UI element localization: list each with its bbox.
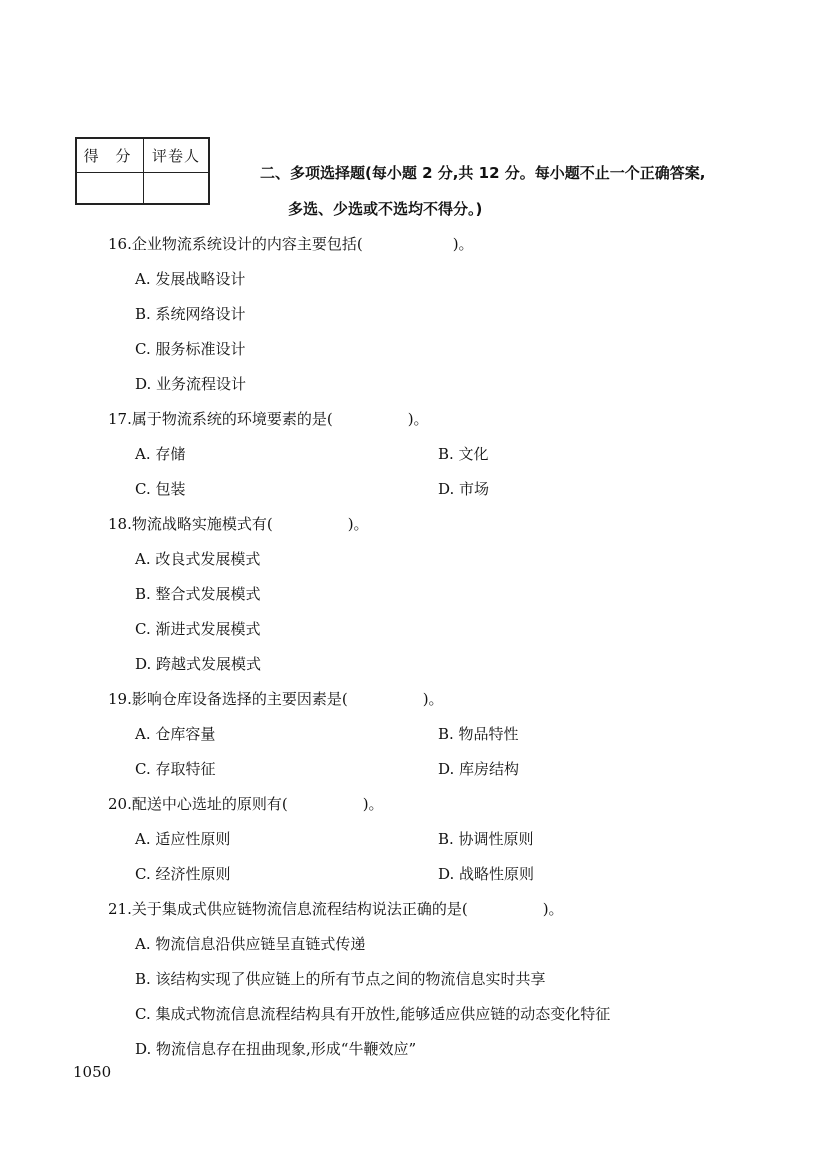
score-cell[interactable] [76, 173, 144, 205]
question-17-option-c[interactable]: C. 包装 [135, 480, 186, 498]
question-20-option-c[interactable]: C. 经济性原则 [135, 865, 231, 883]
question-17-option-a[interactable]: A. 存储 [135, 445, 186, 463]
question-17-option-b[interactable]: B. 文化 [438, 445, 489, 463]
grader-cell[interactable] [144, 173, 210, 205]
question-17-option-d[interactable]: D. 市场 [438, 480, 490, 498]
question-21-option-d[interactable]: D. 物流信息存在扭曲现象,形成“牛鞭效应” [135, 1040, 417, 1058]
question-20-stem: 20.配送中心选址的原则有( )。 [108, 795, 384, 813]
question-16-option-a[interactable]: A. 发展战略设计 [135, 270, 246, 288]
question-21-option-c[interactable]: C. 集成式物流信息流程结构具有开放性,能够适应供应链的动态变化特征 [135, 1005, 611, 1023]
question-20-option-d[interactable]: D. 战略性原则 [438, 865, 535, 883]
score-label: 得 分 [76, 138, 144, 173]
question-16-option-c[interactable]: C. 服务标准设计 [135, 340, 246, 358]
grader-label: 评卷人 [144, 138, 210, 173]
question-20-option-b[interactable]: B. 协调性原则 [438, 830, 534, 848]
score-box [75, 137, 210, 205]
question-21-option-a[interactable]: A. 物流信息沿供应链呈直链式传递 [135, 935, 366, 953]
question-20-option-a[interactable]: A. 适应性原则 [135, 830, 231, 848]
page-number: 1050 [73, 1063, 112, 1081]
question-16-stem: 16.企业物流系统设计的内容主要包括( )。 [108, 235, 474, 253]
question-18-option-b[interactable]: B. 整合式发展模式 [135, 585, 261, 603]
question-17-stem: 17.属于物流系统的环境要素的是( )。 [108, 410, 429, 428]
question-21-stem: 21.关于集成式供应链物流信息流程结构说法正确的是( )。 [108, 900, 564, 918]
question-19-option-d[interactable]: D. 库房结构 [438, 760, 520, 778]
question-19-option-c[interactable]: C. 存取特征 [135, 760, 216, 778]
question-16-option-d[interactable]: D. 业务流程设计 [135, 375, 247, 393]
question-19-option-a[interactable]: A. 仓库容量 [135, 725, 216, 743]
question-18-option-a[interactable]: A. 改良式发展模式 [135, 550, 261, 568]
question-18-stem: 18.物流战略实施模式有( )。 [108, 515, 369, 533]
question-18-option-c[interactable]: C. 渐进式发展模式 [135, 620, 261, 638]
question-19-option-b[interactable]: B. 物品特性 [438, 725, 519, 743]
question-18-option-d[interactable]: D. 跨越式发展模式 [135, 655, 262, 673]
question-16-option-b[interactable]: B. 系统网络设计 [135, 305, 246, 323]
section-instructions: 多选、少选或不选均不得分。) [288, 200, 483, 218]
question-21-option-b[interactable]: B. 该结构实现了供应链上的所有节点之间的物流信息实时共享 [135, 970, 546, 988]
section-title: 二、多项选择题(每小题 2 分,共 12 分。每小题不止一个正确答案, [260, 164, 706, 182]
question-19-stem: 19.影响仓库设备选择的主要因素是( )。 [108, 690, 444, 708]
